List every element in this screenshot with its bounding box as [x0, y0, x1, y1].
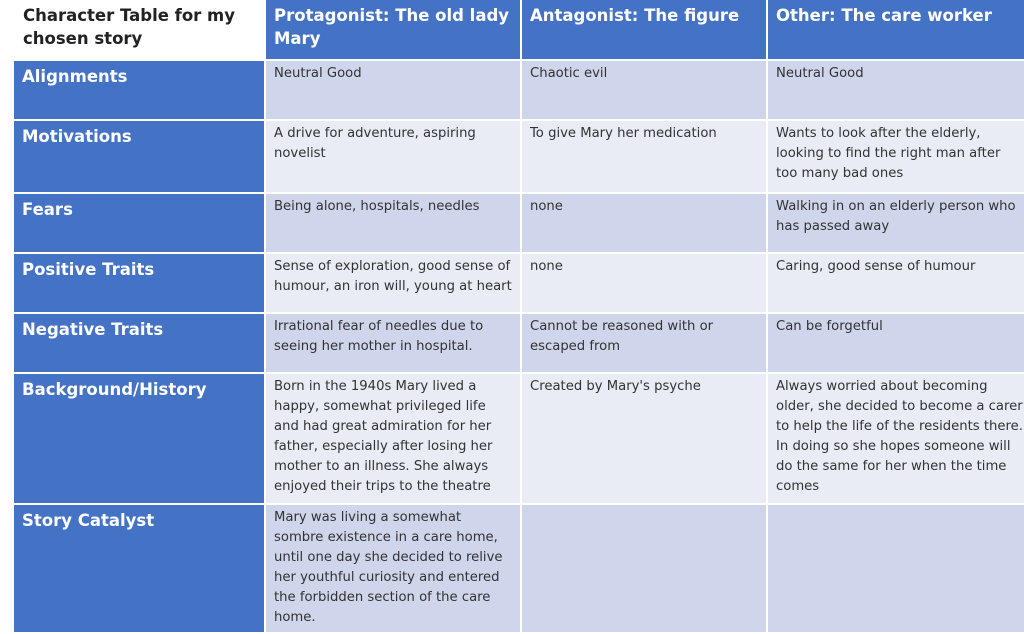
table-title: Character Table for my chosen story: [14, 0, 266, 61]
row-header-background: Background/History: [14, 374, 266, 505]
table-cell: Neutral Good: [768, 61, 1024, 121]
table-row-motivations: [14, 121, 1024, 194]
table-cell: Caring, good sense of humour: [768, 254, 1024, 314]
table-cell: Always worried about becoming older, she decided to become a carer to help the life of the residents there. In doing so she hopes someone will do the same for her when the time comes: [768, 374, 1024, 505]
row-header-negative-traits: Negative Traits: [14, 314, 266, 374]
header-row: [14, 0, 1024, 61]
table-cell: none: [522, 194, 768, 254]
row-header-motivations: Motivations: [14, 121, 266, 194]
column-header-antagonist: Antagonist: The figure: [522, 0, 768, 61]
column-header-protagonist: Protagonist: The old lady Mary: [266, 0, 522, 61]
table-row-background: [14, 374, 1024, 505]
table-cell: Can be forgetful: [768, 314, 1024, 374]
table-row-story-catalyst: [14, 505, 1024, 634]
row-header-story-catalyst: Story Catalyst: [14, 505, 266, 634]
table-cell: Neutral Good: [266, 61, 522, 121]
character-table: [14, 0, 1024, 634]
table-row-fears: [14, 194, 1024, 254]
table-cell: Cannot be reasoned with or escaped from: [522, 314, 768, 374]
table-cell: [768, 505, 1024, 634]
table-cell: [522, 505, 768, 634]
column-header-other: Other: The care worker: [768, 0, 1024, 61]
table-cell: Sense of exploration, good sense of humour, an iron will, young at heart: [266, 254, 522, 314]
table-cell: To give Mary her medication: [522, 121, 768, 194]
row-header-positive-traits: Positive Traits: [14, 254, 266, 314]
table-cell: Born in the 1940s Mary lived a happy, somewhat privileged life and had great admiration for her father, especially after losing her mother to an illness. She always enjoyed their trips to the theatre: [266, 374, 522, 505]
table-cell: A drive for adventure, aspiring novelist: [266, 121, 522, 194]
row-header-alignments: Alignments: [14, 61, 266, 121]
table-cell: Wants to look after the elderly, looking to find the right man after too many bad ones: [768, 121, 1024, 194]
table-row-negative-traits: [14, 314, 1024, 374]
table-cell: Irrational fear of needles due to seeing her mother in hospital.: [266, 314, 522, 374]
table-row-positive-traits: [14, 254, 1024, 314]
table-cell: Being alone, hospitals, needles: [266, 194, 522, 254]
table-cell: Created by Mary's psyche: [522, 374, 768, 505]
table-cell: none: [522, 254, 768, 314]
table-row-alignments: [14, 61, 1024, 121]
table-cell: Walking in on an elderly person who has passed away: [768, 194, 1024, 254]
row-header-fears: Fears: [14, 194, 266, 254]
table-cell: Chaotic evil: [522, 61, 768, 121]
table-cell: Mary was living a somewhat sombre existence in a care home, until one day she decided to relive her youthful curiosity and entered the forbidden section of the care home.: [266, 505, 522, 634]
